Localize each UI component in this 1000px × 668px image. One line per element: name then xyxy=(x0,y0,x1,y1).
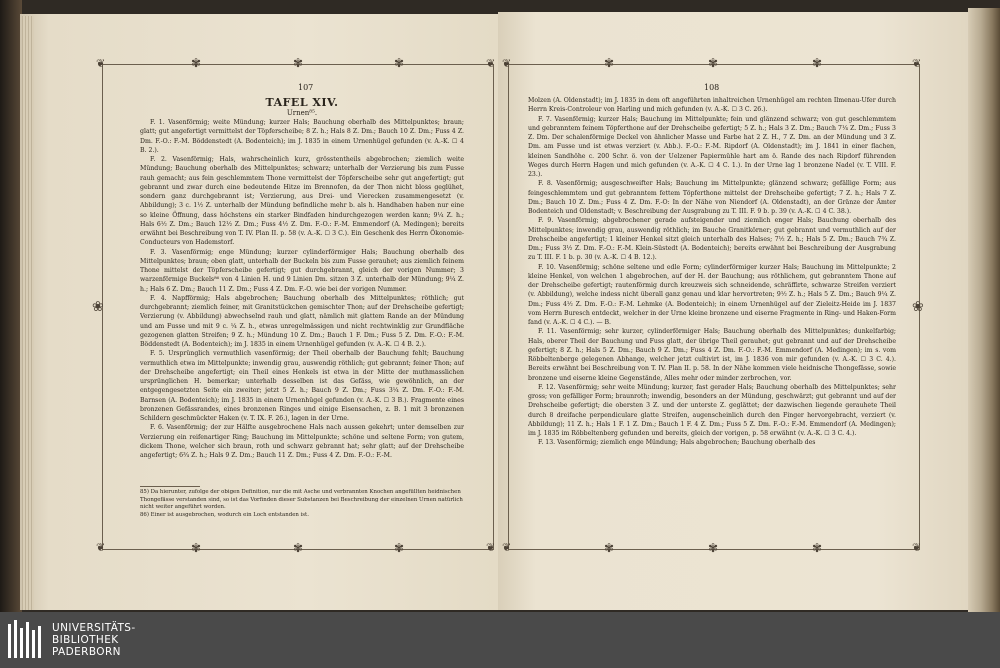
footnote-divider xyxy=(140,486,200,487)
bottom-ornament-icon: ✾ xyxy=(604,541,615,555)
left-page-number: 107 xyxy=(298,83,314,92)
side-ornament-icon: ❀ xyxy=(912,299,924,315)
footnotes xyxy=(140,486,464,534)
paragraph: F. 7. Vasenförmig; kurzer Hals; Bauchung im Mittelpunkte; fein und glänzend schwarz; von gut geschlemmtem und gebranntem feinem Töpferthone auf der Drehscheibe gefertigt; 5 Z. h.; Hals 3 Z. Dm.; Bauch 7¼ Z. Dm.; Fuss 3 Z. Dm. Der schalenförmige Deckel von ähnlicher Masse und Farbe hat 2 Z. H., 7 Z. Dm. an der Mündung und 3 Z. Dm. am Fusse und ist etwas verziert (v. Abb.). F.-O.: F.-M. Ripdorf (A. Oldenstadt); im J. 1841 in einer flachen, kleinen Sandhöhe c. 200 Schr. ö. von der Uelzener Papiermühle hart am ö. Rande des nach Ripdorf führenden Weges durch Herrn Hagen und mich gefunden (v. A.-K. ☐ 4 C. 1.). In der Urne lag 1 bronzene Nadel (v. T. VIII. F. 23.). xyxy=(528,115,896,178)
paragraph: F. 8. Vasenförmig; ausgeschweifter Hals; Bauchung im Mittelpunkte; glänzend schwarz; gefällige Form; aus feingeschlemmtem und gut gebranntem fettem Töpferthone mittelst der Drehscheibe gefertigt; 7 Z. h.; Hals 7 Z. Dm.; Bauch 10 Z. Dm.; Fuss 4 Z. Dm. F.-O: In der Nähe von Niendorf (A. Oldenstadt), an der Gränze der Ämter Bodenteich und Oldenstadt; v. Beschreibung der Ausgrabung zu T. III. F. 9 b. p. 39 (v. A.-K. ☐ 4 C. 38.). xyxy=(528,180,896,215)
paragraph: Molzen (A. Oldenstadt); im J. 1835 in dem oft angeführten inhaltreichen Urnenhügel am rechten Ilmenau-Ufer durch Herrn Kreis-Controleur von Harling und mich gefunden (v. A.-K. ☐ 3 C. 26.). xyxy=(528,97,896,114)
paragraph: F. 2. Vasenförmig; Hals, wahrscheinlich kurz, grösstentheils abgebrochen; ziemlich weite Mündung; Bauchung oberhalb des Mittelpunktes; schwarz; unterhalb der Verzierung bis zum Fusse rauh gemacht; aus fein geschlemmtem Thone vermittelst der Töpferscheibe sehr gut angefertigt; gut gebrannt und zwar durch eine bedeutende Hitze im Brennofen, da der Thon nicht bloss geglühet, sondern ganz durchgebrannt ist; Verzierung, aus Drei- und Vierecken zusammengesetzt (v. Abbildung); 3 c. 1½ Z. unterhalb der Mündung befindliche mehr b. als h. Handhaben haben nur eine so kleine Öffnung, dass höchstens ein starker Bindfaden hindurchgezogen werden kann; 9¼ Z. h.; Hals 6½ Z. Dm.; Bauch 12½ Z. Dm.; Fuss 4½ Z. Dm. F.-O.: F.-M. Emmendorf (A. Medingen); bereits erwähnt bei Beschreibung von T. IV. Plan II. p. 58 (v. A.-K. ☐ 3 C.). Ein Geschenk des Herrn Ökonomie-Conducteurs von Hademstorf. xyxy=(140,156,464,247)
plate-subtitle: Urnen⁸⁵. xyxy=(286,109,318,117)
paragraph: F. 10. Vasenförmig; schöne seltene und edle Form; cylinderförmiger kurzer Hals; Bauchung im Mittelpunkte; 2 kleine Henkel, von welchen 1 abgebrochen, auf der H. der Bauchung; aus röthlichem, gut gebranntem Thone auf der Drehscheibe gefertigt; rautenförmig durch kreuzweis sich schneidende, schräffirte, schwarze Streifen verziert (v. Abbildung), welche indess nicht überall ganz genau und klar hervortreten; 9½ Z. h.; Hals 5 Z. Dm.; Bauch 9¼ Z. Dm.; Fuss 4½ Z. Dm. F.-O.: F.-M. Lehmke (A. Bodenteich); in einem Urnenhügel auf der Zieleitz-Heide im J. 1837 vom Herrn Buresch entdeckt, welcher in der Urne kleine bronzene und eiserne Fragmente in Ring- und Haken-Form fand (v. A.-K. ☐ 4 C.). — B. xyxy=(528,263,896,326)
bottom-ornament-icon: ✾ xyxy=(394,541,405,555)
top-ornament-icon: ✾ xyxy=(812,56,823,70)
paragraph: F. 9. Vasenförmig; abgebrochener gerade aufsteigender und ziemlich enger Hals; Bauchung oberhalb des Mittelpunktes; inwendig grau, auswendig röthlich; im Bauche Granitkörner; gut gebrannt und vermuthlich auf der Drehscheibe angefertigt; 1 kleiner Henkel sitzt gleich unterhalb des Halses; 7½ Z. h.; Hals 5 Z. Dm.; Bauch 7¾ Z. Dm.; Fuss 3½ Z. Dm. F.-O.: F.-M. Klein-Süstedt (A. Bodenteich); bereits erwähnt bei Beschreibung der Ausgrabung zu T. III. F. 1 b. p. 30 (v. A.-K. ☐ 4 B. 12.). xyxy=(528,217,896,262)
library-name xyxy=(52,622,136,658)
bottom-ornament-icon: ✾ xyxy=(293,541,304,555)
paragraph: F. 4. Napfförmig; Hals abgebrochen; Bauchung oberhalb des Mittelpunktes; röthlich; gut durchgebrannt; ziemlich feiner, mit Granitstückchen gemischter Thon; auf der Drehscheibe gefertigt; Verzierung (v. Abbildung) abwechselnd rauh und glatt, nämlich mit glattem Rande an der Mündung und am Fusse und mit 9 c. ¼ Z. h., etwas unregelmässigen und nicht rechtwinklig zur Grundfläche gezogenen glatten Streifen; 9 Z. h.; Mündung 10 Z. Dm.; Bauch 1 F. Dm.; Fuss 5 Z. Dm. F.-O.: F.-M. Böddenstedt (A. Bodenteich); im J. 1835 in einem Urnenhügel gefunden (v. A.-K. ☐ 4 B. 2.). xyxy=(140,294,464,348)
paragraph: F. 3. Vasenförmig; enge Mündung; kurzer cylinderförmiger Hals; Bauchung oberhalb des Mittelpunktes; braun; oben glatt, unterhalb der Buckeln bis zum Fusse gerauhet; aus ziemlich feinem Thone mittelst der Töpferscheibe gefertigt; gut durchgebrannt, gleich der vorigen Nummer; 3 warzenförmige Buckels⁸⁶ von 4 Linien H. und 9 Linien Dm. sitzen 3 Z. unterhalb der Mündung; 9¼ Z. h.; Hals 6 Z. Dm.; Bauch 11 Z. Dm.; Fuss 4 Z. Dm. F.-O. wie bei der vorigen Nummer. xyxy=(140,248,464,293)
right-text-column xyxy=(528,96,896,534)
paragraph: F. 12. Vasenförmig; sehr weite Mündung; kurzer, fast gerader Hals; Bauchung oberhalb des Mittelpunktes; sehr gross; von gefälliger Form; braunroth; inwendig, besonders an der Mündung, geschwärzt; gut gebrannt und auf der Drehscheibe gefertigt; die obersten 3 Z. und der unterste Z. geglättet; der dazwischen liegende gerauhete Theil durch 8 dreifache perpendiculare glatte Streifen, augenscheinlich durch den Finger hervorgebracht, verziert (v. Abbildung); 11 Z. h.; Hals 1 F. 1 Z. Dm.; Bauch 1 F. 4 Z. Dm.; Fuss 5 Z. Dm. F.-O.: F.-M. Emmendorf (A. Medingen); im J. 1835 im Röbbeltenberg gefunden und bereits, gleich der vorigen, p. 58 erwähnt (v. A.-K. ☐ 3 C. 4.). xyxy=(528,383,896,437)
plate-title: TAFEL XIV. xyxy=(265,96,339,109)
paragraph: F. 13. Vasenförmig; ziemlich enge Mündung; Hals abgebrochen; Bauchung oberhalb des xyxy=(538,439,816,447)
footnote: 86) Einer ist ausgebrochen, wodurch ein Loch entstanden ist. xyxy=(140,511,309,518)
corner-ornament-icon: ❦ xyxy=(912,57,922,70)
top-ornament-icon: ✾ xyxy=(604,56,615,70)
book-spine xyxy=(0,0,22,612)
paragraph: F. 11. Vasenförmig; sehr kurzer, cylinderförmiger Hals; Bauchung oberhalb des Mittelpunktes; dunkelfarbig; Hals, oberer Theil der Bauchung und Fuss glatt, der übrige Theil gerauhet; gut gebrannt und auf der Drehscheibe gefertigt; 8 Z. h.; Hals 5 Z. Dm.; Bauch 9 Z. Dm.; Fuss 4 Z. Dm. F.-O.: F.-M. Emmendorf (A. Medingen); im s. vom Röbbeltenberge gelegenen Abhange, welcher jetzt cultivirt ist, im J. 1836 von mir gefunden (v. A.-K. ☐ 3 C. 4.). Bereits erwähnt bei Beschreibung von T. IV. Plan II. p. 58. In der Nähe kommen viele heidnische Thongefässe, sowie bronzene und eiserne kleine Gegenstände, Alles mehr oder minder zerbrochen, vor. xyxy=(528,328,896,382)
top-ornament-icon: ✾ xyxy=(191,56,202,70)
side-ornament-icon: ❀ xyxy=(92,299,104,315)
corner-ornament-icon: ❦ xyxy=(486,57,496,70)
corner-ornament-icon: ❦ xyxy=(96,541,106,554)
corner-ornament-icon: ❦ xyxy=(96,57,106,70)
right-page-edge xyxy=(968,8,1000,612)
right-page-number: 108 xyxy=(704,83,720,92)
corner-ornament-icon: ❦ xyxy=(502,541,512,554)
top-ornament-icon: ✾ xyxy=(394,56,405,70)
corner-ornament-icon: ❦ xyxy=(486,541,496,554)
paragraph: F. 5. Ursprünglich vermuthlich vasenförmig; der Theil oberhalb der Bauchung fehlt; Bauchung vermuthlich etwa im Mittelpunkte; inwendig grau, auswendig röthlich; gut gebrannt; feiner Thon; auf der Drehscheibe angefertigt; ein Theil eines Henkels ist etwa in der Mitte der muthmasslichen ursprünglichen H. bemerkar; unterhalb desselben ist das Gefäss, wie gewöhnlich, an der entgegengesetzten Seite ein zweiter; jetzt 5 Z. h.; Bauch 9 Z. Dm.; Fuss 3¼ Z. Dm. F.-O.: F.-M. Barnsen (A. Bodenteich); im J. 1835 in einem Urnenhügel gefunden (v. A.-K. ☐ 3 B.). Fragmente eines bronzenen Gefässrandes, eines bronzenen Ringes und einige Eisensachen, z. B. 1 mit 3 bronzenen Schildern geschmückter Haken (v. T. IX. F. 26.), lagen in der Urne. xyxy=(140,350,464,422)
paragraph: F. 6. Vasenförmig; der zur Hälfte ausgebrochene Hals nach aussen gekehrt; unter demselben zur Verzierung ein reifenartiger Ring; Bauchung im Mittelpunkte; schöne und seltene Form; von gutem, dickem Thone, welcher sich braun, roth und schwarz gebrannt hat; sehr glatt; auf der Drehscheibe angefertigt; 6¾ Z. h.; Hals 9 Z. Dm.; Bauch 11 Z. Dm.; Fuss 4 Z. Dm. F.-O.: F.-M. xyxy=(140,424,464,459)
library-footer xyxy=(0,612,1000,668)
library-name-line: BIBLIOTHEK xyxy=(52,634,119,646)
page-stack-edge xyxy=(22,16,34,610)
library-name-line: UNIVERSITÄTS- xyxy=(52,622,136,634)
bottom-ornament-icon: ✾ xyxy=(708,541,719,555)
library-name-line: PADERBORN xyxy=(52,646,121,658)
top-ornament-icon: ✾ xyxy=(293,56,304,70)
paragraph: F. 1. Vasenförmig; weite Mündung; kurzer Hals; Bauchung oberhalb des Mittelpunktes; braun; glatt; gut angefertigt vermittelst der Töpferscheibe; 8 Z. h.; Hals 8 Z. Dm.; Bauch 10 Z. Dm.; Fuss 4 Z. Dm. F.-O.: F.-M. Böddenstedt (A. Bodenteich); im J. 1835 in einem Urnenhügel gefunden (v. A.-K. ☐ 4 B. 2.). xyxy=(140,119,464,154)
corner-ornament-icon: ❦ xyxy=(912,541,922,554)
footnote: 85) Da hierunter, zufolge der obigen Definition, nur die mit Asche und verbrannten Knochen angefüllten heidnischen Thongefässe verstanden sind, so ist das Vorfinden dieser Substanzen bei Beschreibung der einzelnen Urnen natürlich nicht weiter angeführt worden. xyxy=(140,489,463,511)
library-logo-icon xyxy=(6,618,46,662)
bottom-ornament-icon: ✾ xyxy=(191,541,202,555)
top-ornament-icon: ✾ xyxy=(708,56,719,70)
left-text-column xyxy=(140,96,464,480)
corner-ornament-icon: ❦ xyxy=(502,57,512,70)
bottom-ornament-icon: ✾ xyxy=(812,541,823,555)
